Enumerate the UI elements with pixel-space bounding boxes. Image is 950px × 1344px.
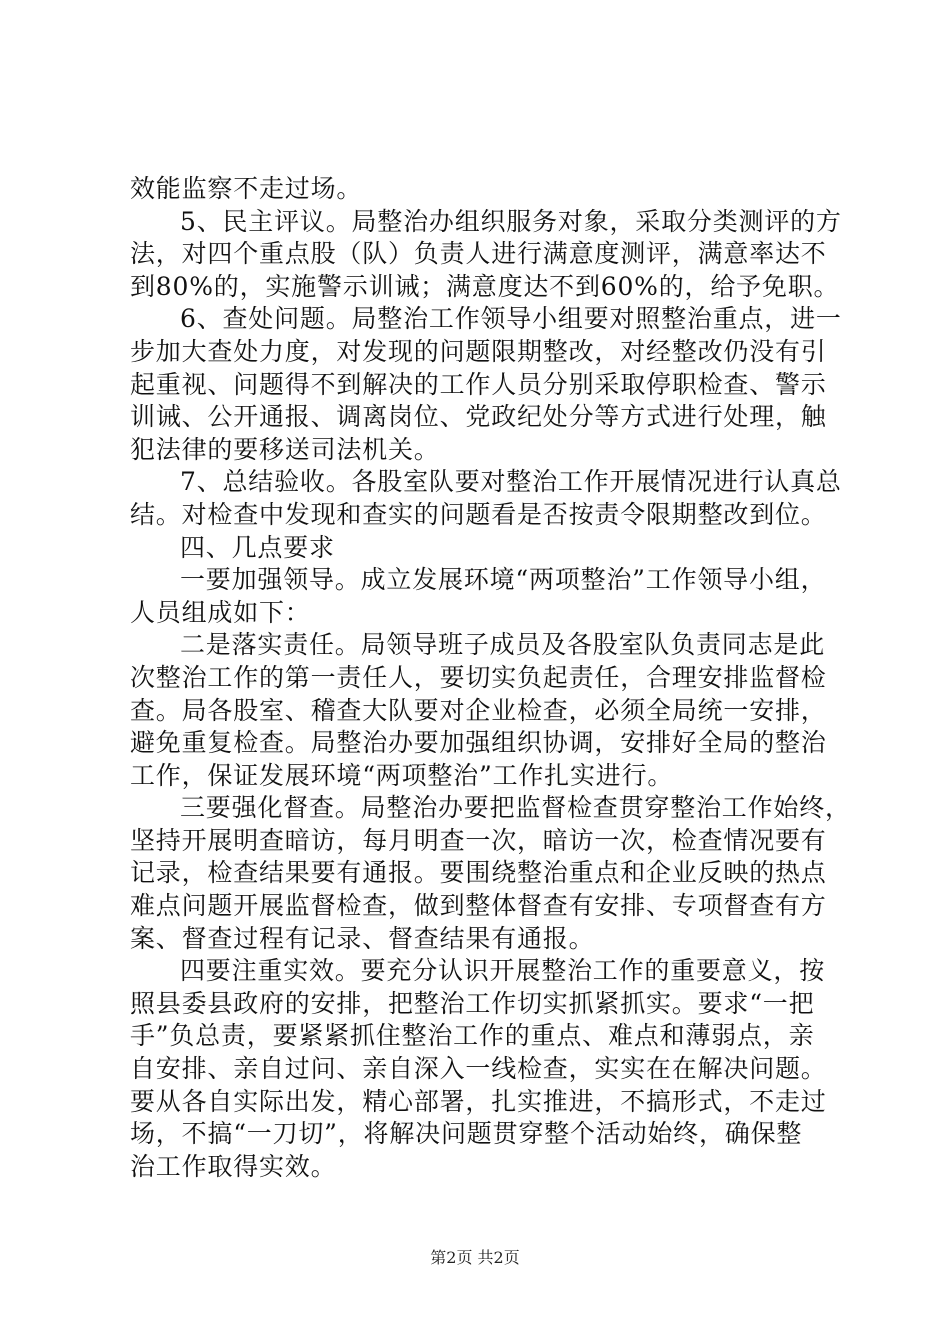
text-line: 场，不搞“一刀切”，将解决问题贯穿整个活动始终，确保整 — [130, 1119, 803, 1149]
text-line: 结。对检查中发现和查实的问题看是否按责令限期整改到位。 — [130, 499, 827, 529]
text-line: 要从各自实际出发，精心部署，扎实推进，不搞形式，不走过 — [130, 1086, 827, 1116]
text-line: 训诫、公开通报、调离岗位、党政纪处分等方式进行处理，触 — [130, 402, 827, 432]
text-line: 人员组成如下： — [130, 597, 311, 627]
text-line: 三要强化督查。局整治办要把监督检查贯穿整治工作始终， — [180, 793, 851, 823]
text-line: 避免重复检查。局整治办要加强组织协调，安排好全局的整治 — [130, 728, 827, 758]
text-line: 四、几点要求 — [180, 532, 335, 562]
text-line: 起重视、问题得不到解决的工作人员分别采取停职检查、警示 — [130, 369, 827, 399]
text-line: 次整治工作的第一责任人，要切实负起责任，合理安排监督检 — [130, 662, 827, 692]
text-line: 记录，检查结果要有通报。要围绕整治重点和企业反映的热点 — [130, 858, 827, 888]
text-line: 四要注重实效。要充分认识开展整治工作的重要意义，按 — [180, 956, 826, 986]
page-number-footer: 第2页 共2页 — [430, 1248, 520, 1267]
document-body — [130, 173, 851, 1183]
text-line: 案、督查过程有记录、督查结果有通报。 — [130, 923, 595, 953]
text-line: 5、民主评议。局整治办组织服务对象，采取分类测评的方 — [180, 206, 842, 236]
text-line: 一要加强领导。成立发展环境“两项整治”工作领导小组， — [180, 565, 827, 595]
text-line: 工作，保证发展环境“两项整治”工作扎实进行。 — [130, 760, 674, 790]
text-line: 法，对四个重点股（队）负责人进行满意度测评，满意率达不 — [130, 239, 827, 269]
text-line: 7、总结验收。各股室队要对整治工作开展情况进行认真总 — [180, 467, 842, 497]
text-line: 二是落实责任。局领导班子成员及各股室队负责同志是此 — [180, 630, 826, 660]
text-line: 手”负总责，要紧紧抓住整治工作的重点、难点和薄弱点，亲 — [130, 1021, 815, 1051]
text-line: 查。局各股室、稽查大队要对企业检查，必须全局统一安排， — [130, 695, 827, 725]
text-line: 到80%的，实施警示训诫；满意度达不到60%的，给予免职。 — [130, 271, 840, 301]
text-line: 坚持开展明查暗访，每月明查一次，暗访一次，检查情况要有 — [130, 825, 827, 855]
text-line: 照县委县政府的安排，把整治工作切实抓紧抓实。要求“一把 — [130, 988, 815, 1018]
text-line: 难点问题开展监督检查，做到整体督查有安排、专项督查有方 — [130, 891, 827, 921]
text-line: 犯法律的要移送司法机关。 — [130, 434, 440, 464]
text-line: 治工作取得实效。 — [130, 1151, 337, 1181]
text-line: 自安排、亲自过问、亲自深入一线检查，实实在在解决问题。 — [130, 1054, 827, 1084]
text-line: 步加大查处力度，对发现的问题限期整改，对经整改仍没有引 — [130, 336, 827, 366]
text-line: 6、查处问题。局整治工作领导小组要对照整治重点，进一 — [180, 304, 842, 334]
text-line: 效能监察不走过场。 — [130, 174, 363, 203]
